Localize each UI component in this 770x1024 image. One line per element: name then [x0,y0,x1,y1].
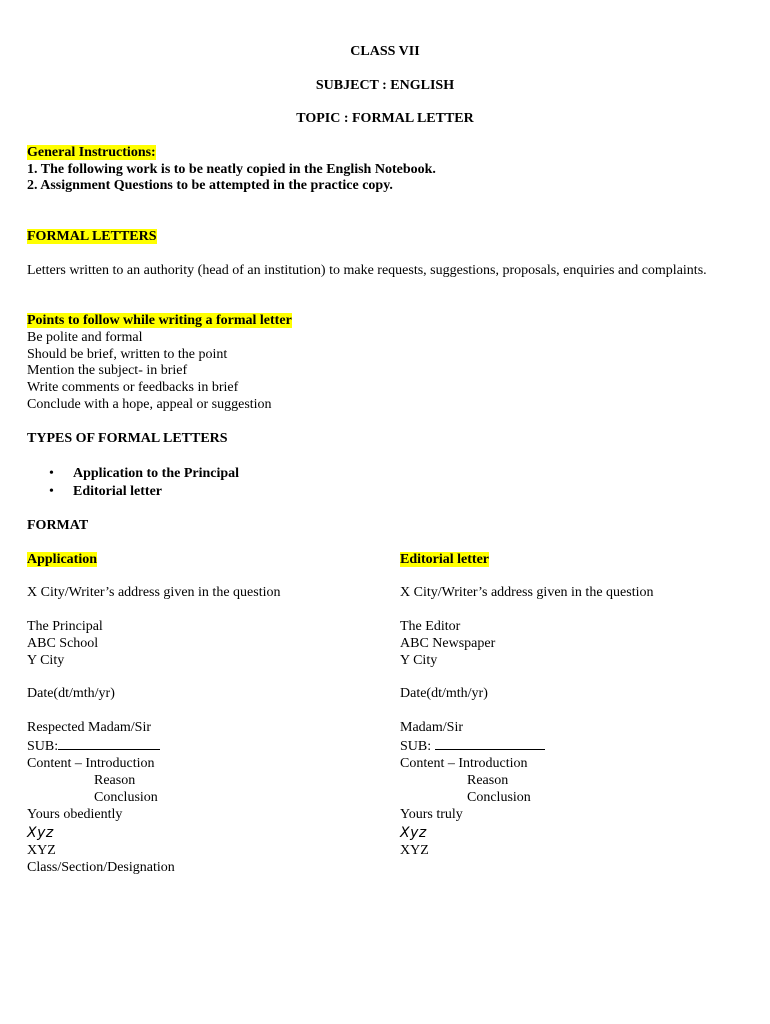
sender-address: X City/Writer’s address given in the question [27,585,281,601]
editorial-format [400,552,760,861]
instruction-item: 2. Assignment Questions to be attempted in the practice copy. [27,178,393,194]
point-item: Should be brief, written to the point [27,346,228,362]
sender-name: XYZ [27,843,56,859]
recipient-line: ABC School [27,635,99,651]
application-format [27,552,387,877]
types-heading: TYPES OF FORMAL LETTERS [27,430,228,446]
types-list [27,465,743,501]
closing: Yours obediently [27,806,123,822]
content-item: Conclusion [94,789,158,805]
subject-label: SUB: [27,739,59,755]
recipient-line: The Editor [400,618,461,634]
document-page [27,44,743,882]
content-label: Content – Introduction [27,756,155,772]
points-heading: Points to follow while writing a formal letter [27,312,292,328]
general-instructions [27,145,743,162]
formal-letters-heading: FORMAL LETTERS [27,228,157,244]
format-columns [27,552,743,882]
content-item: Reason [467,773,509,789]
points-section [27,313,743,330]
salutation: Respected Madam/Sir [27,719,152,735]
point-item: Be polite and formal [27,329,143,345]
application-title: Application [27,551,98,567]
format-heading: FORMAT [27,518,89,534]
class-heading: CLASS VII [350,44,420,59]
subject-blank [58,736,160,750]
subject-heading: SUBJECT : ENGLISH [315,77,455,93]
recipient-line: Y City [400,652,438,668]
point-item: Mention the subject- in brief [27,363,188,379]
designation: Class/Section/Designation [27,860,175,876]
formal-letters-definition: Letters written to an authority (head of an institution) to make requests, suggestions, proposals, enquiries and complaints. [27,263,707,279]
closing: Yours truly [400,806,463,822]
content-item: Conclusion [467,789,531,805]
signature: Xyz [400,825,427,842]
content-item: Reason [94,773,136,789]
formal-letters-section [27,229,743,246]
type-item: • Application to the Principal [73,465,743,483]
recipient-line: The Principal [27,618,103,634]
instruction-item: 1. The following work is to be neatly copied in the English Notebook. [27,161,436,177]
date-line: Date(dt/mth/yr) [27,686,115,702]
point-item: Write comments or feedbacks in brief [27,380,239,396]
content-label: Content – Introduction [400,756,528,772]
sender-address: X City/Writer’s address given in the question [400,585,654,601]
subject-line [27,736,387,756]
signature: Xyz [27,825,54,842]
sender-name: XYZ [400,843,429,859]
subject-line [400,736,760,756]
date-line: Date(dt/mth/yr) [400,686,488,702]
salutation: Madam/Sir [400,719,463,735]
instructions-heading: General Instructions: [27,144,156,160]
recipient-line: ABC Newspaper [400,635,496,651]
subject-label: SUB: [400,739,435,755]
topic-heading: TOPIC : FORMAL LETTER [296,111,474,127]
point-item: Conclude with a hope, appeal or suggestion [27,396,272,412]
subject-blank [435,736,545,750]
recipient-line: Y City [27,652,65,668]
type-item: • Editorial letter [73,483,743,501]
editorial-title: Editorial letter [400,551,490,567]
